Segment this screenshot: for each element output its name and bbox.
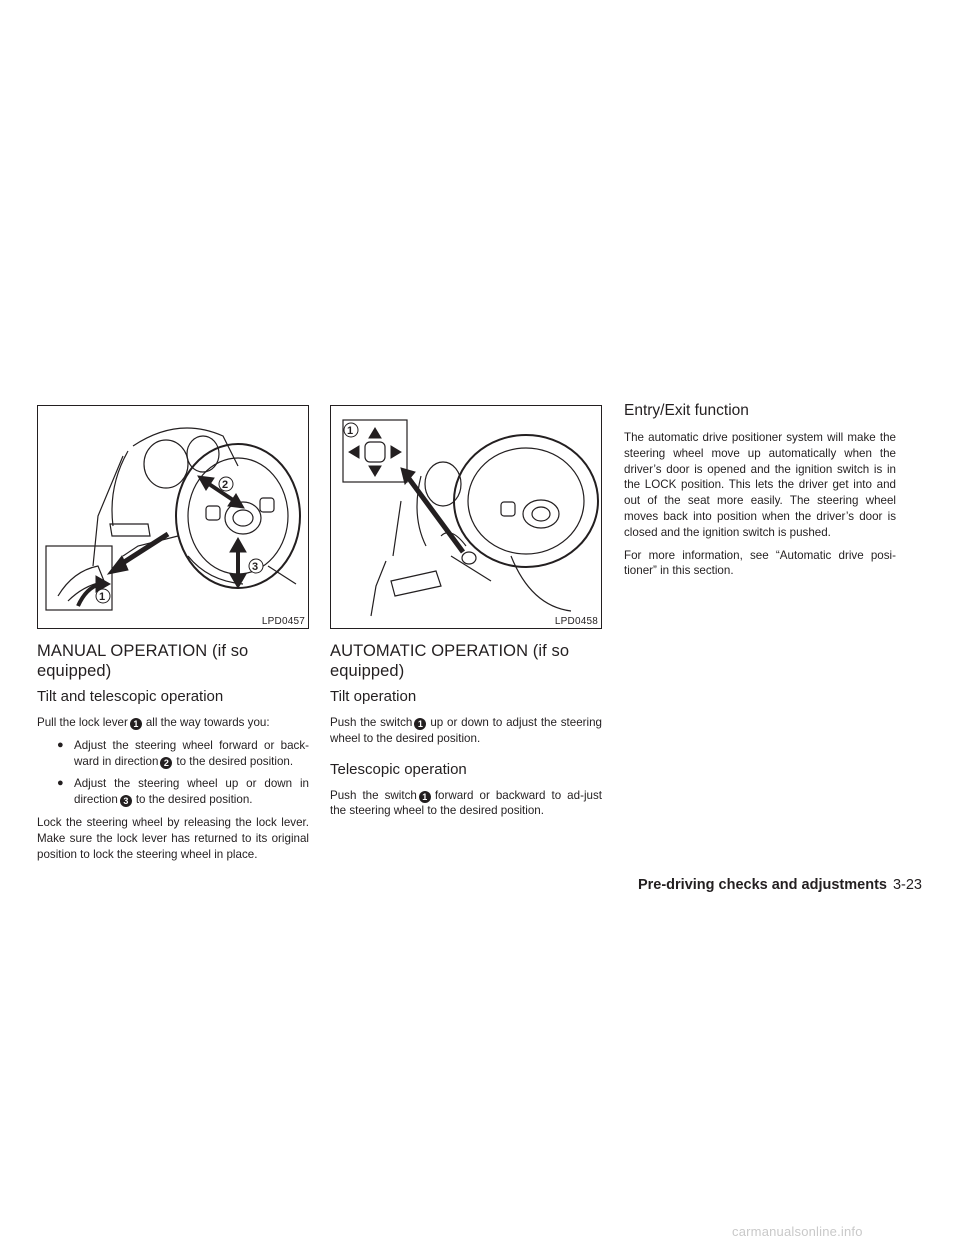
watermark: carmanualsonline.info bbox=[732, 1224, 863, 1239]
page-footer bbox=[638, 877, 922, 893]
steering-wheel-illustration bbox=[38, 406, 308, 628]
callout-1: 1 bbox=[347, 425, 354, 437]
section-title-manual: MANUAL OPERATION (if so equipped) bbox=[37, 642, 249, 680]
bullet-item bbox=[37, 776, 309, 808]
bullet-text: Adjust the steering wheel up or down in direction bbox=[74, 777, 309, 807]
entry-exit-paragraph: The automatic drive positioner system will make the steering wheel move up automatically when the driver’s door is opened and the ignition switch is in the LOCK position. This lets the driver get into and out of the seat more easily. The steering wheel moves back into position when the driver’s door is closed and the ignition switch is pushed. bbox=[624, 431, 896, 539]
bullet-text: Adjust the steering wheel forward or back-ward in direction bbox=[74, 738, 309, 768]
column-manual-operation bbox=[37, 405, 309, 869]
telescopic-paragraph bbox=[330, 788, 602, 820]
figure-manual-steering bbox=[37, 405, 309, 629]
column-automatic-operation bbox=[330, 405, 602, 826]
intro-text: Pull the lock lever bbox=[37, 716, 128, 729]
callout-2: 2 bbox=[222, 479, 229, 491]
ref-badge: 1 bbox=[130, 718, 142, 730]
bullet-item bbox=[37, 738, 309, 770]
bullet-dot-icon: ● bbox=[57, 738, 64, 751]
section-title-automatic: AUTOMATIC OPERATION (if so equipped) bbox=[330, 642, 570, 680]
footer-section: Pre-driving checks and adjustments bbox=[637, 877, 887, 893]
intro-text-after: all the way towards you: bbox=[145, 716, 270, 729]
ref-badge: 3 bbox=[120, 795, 132, 807]
bullet-text-after: to the desired position. bbox=[176, 754, 294, 768]
subsection-title-telescopic: Telescopic operation bbox=[330, 760, 467, 778]
ref-badge: 1 bbox=[419, 791, 431, 803]
intro-paragraph bbox=[37, 715, 309, 731]
figure-code: LPD0458 bbox=[554, 616, 598, 627]
figure-code: LPD0457 bbox=[261, 616, 305, 627]
page-number: 3-23 bbox=[892, 877, 922, 893]
figure-automatic-steering bbox=[330, 405, 602, 629]
ref-badge: 2 bbox=[160, 757, 172, 769]
column-entry-exit bbox=[624, 402, 896, 586]
steering-switch-illustration bbox=[331, 406, 601, 628]
entry-exit-title: Entry/Exit function bbox=[624, 402, 749, 419]
subsection-title-tilt-telescopic: Tilt and telescopic operation bbox=[37, 688, 224, 705]
telescopic-text-after: forward or backward to ad-just the steering wheel to the desired position. bbox=[330, 788, 602, 818]
tilt-text-after: up or down to adjust the steering wheel to the desired position. bbox=[330, 716, 602, 745]
telescopic-text: Push the switch bbox=[330, 788, 417, 802]
more-info-paragraph: For more information, see “Automatic drive posi-tioner” in this section. bbox=[624, 548, 896, 578]
callout-3: 3 bbox=[252, 561, 259, 573]
tilt-text: Push the switch bbox=[330, 716, 413, 729]
bullet-dot-icon: ● bbox=[57, 777, 64, 790]
ref-badge: 1 bbox=[414, 718, 426, 730]
callout-1: 1 bbox=[99, 591, 106, 603]
bullet-text-after: to the desired position. bbox=[135, 793, 253, 807]
closing-paragraph: Lock the steering wheel by releasing the lock lever. Make sure the lock lever has returned to its original position to lock the steering wheel in place. bbox=[37, 815, 309, 861]
tilt-paragraph bbox=[330, 715, 602, 747]
subsection-title-tilt: Tilt operation bbox=[330, 688, 417, 705]
